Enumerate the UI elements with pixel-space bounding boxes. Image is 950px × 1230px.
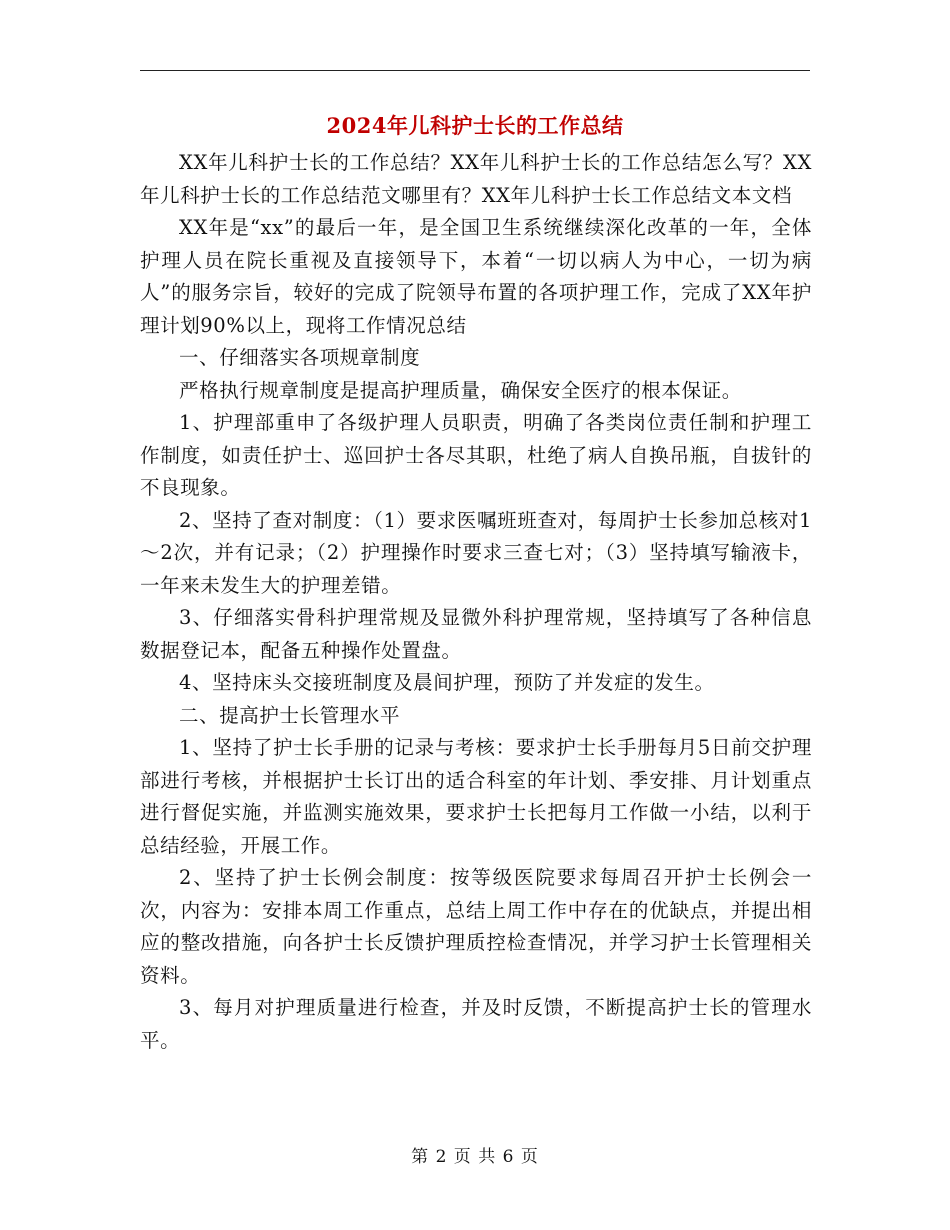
section-2-item-3: 3、每月对护理质量进行检查，并及时反馈，不断提高护士长的管理水平。: [140, 996, 812, 1052]
document-title: 2024年儿科护士长的工作总结: [326, 113, 624, 138]
section-1-item-2: 2、坚持了查对制度：（1）要求医嘱班班查对，每周护士长参加总核对1～2次，并有记录；（2）护理操作时要求三查七对；（3）坚持填写输液卡，一年来未发生大的护理差错。: [140, 508, 812, 597]
section-1-item-4: 4、坚持床头交接班制度及晨间护理，预防了并发症的发生。: [179, 671, 715, 694]
header-rule: [140, 70, 810, 71]
section-2-item-1: 1、坚持了护士长手册的记录与考核：要求护士长手册每月5日前交护理部进行考核，并根据护士长订出的适合科室的年计划、季安排、月计划重点进行督促实施，并监测实施效果，要求护士长把每月工作做一小结，以利于总结经验，开展工作。: [140, 736, 812, 857]
intro-paragraph: XX年儿科护士长的工作总结？XX年儿科护士长的工作总结怎么写？XX年儿科护士长的工作总结范文哪里有？XX年儿科护士长工作总结文本文档: [140, 151, 812, 207]
section-heading-1: 一、仔细落实各项规章制度: [179, 346, 421, 369]
page-number: 第 2 页 共 6 页: [411, 1147, 539, 1167]
section-1-item-3: 3、仔细落实骨科护理常规及显微外科护理常规，坚持填写了各种信息数据登记本，配备五种操作处置盘。: [140, 606, 812, 662]
section-1-item-1: 1、护理部重申了各级护理人员职责，明确了各类岗位责任制和护理工作制度，如责任护士、巡回护士各尽其职，杜绝了病人自换吊瓶，自拔针的不良现象。: [140, 411, 812, 499]
overview-paragraph: XX年是“xx”的最后一年，是全国卫生系统继续深化改革的一年，全体护理人员在院长重视及直接领导下，本着“一切以病人为中心，一切为病人”的服务宗旨，较好的完成了院领导布置的各项护理工作，完成了XX年护理计划90%以上，现将工作情况总结: [140, 216, 812, 337]
section-2-item-2: 2、坚持了护士长例会制度：按等级医院要求每周召开护士长例会一次，内容为：安排本周工作重点，总结上周工作中存在的优缺点，并提出相应的整改措施，向各护士长反馈护理质控检查情况，并学习护士长管理相关资料。: [140, 866, 812, 987]
section-1-lead: 严格执行规章制度是提高护理质量，确保安全医疗的根本保证。: [179, 378, 742, 402]
section-heading-2: 二、提高护士长管理水平: [179, 703, 401, 727]
document-body: [140, 147, 812, 1057]
